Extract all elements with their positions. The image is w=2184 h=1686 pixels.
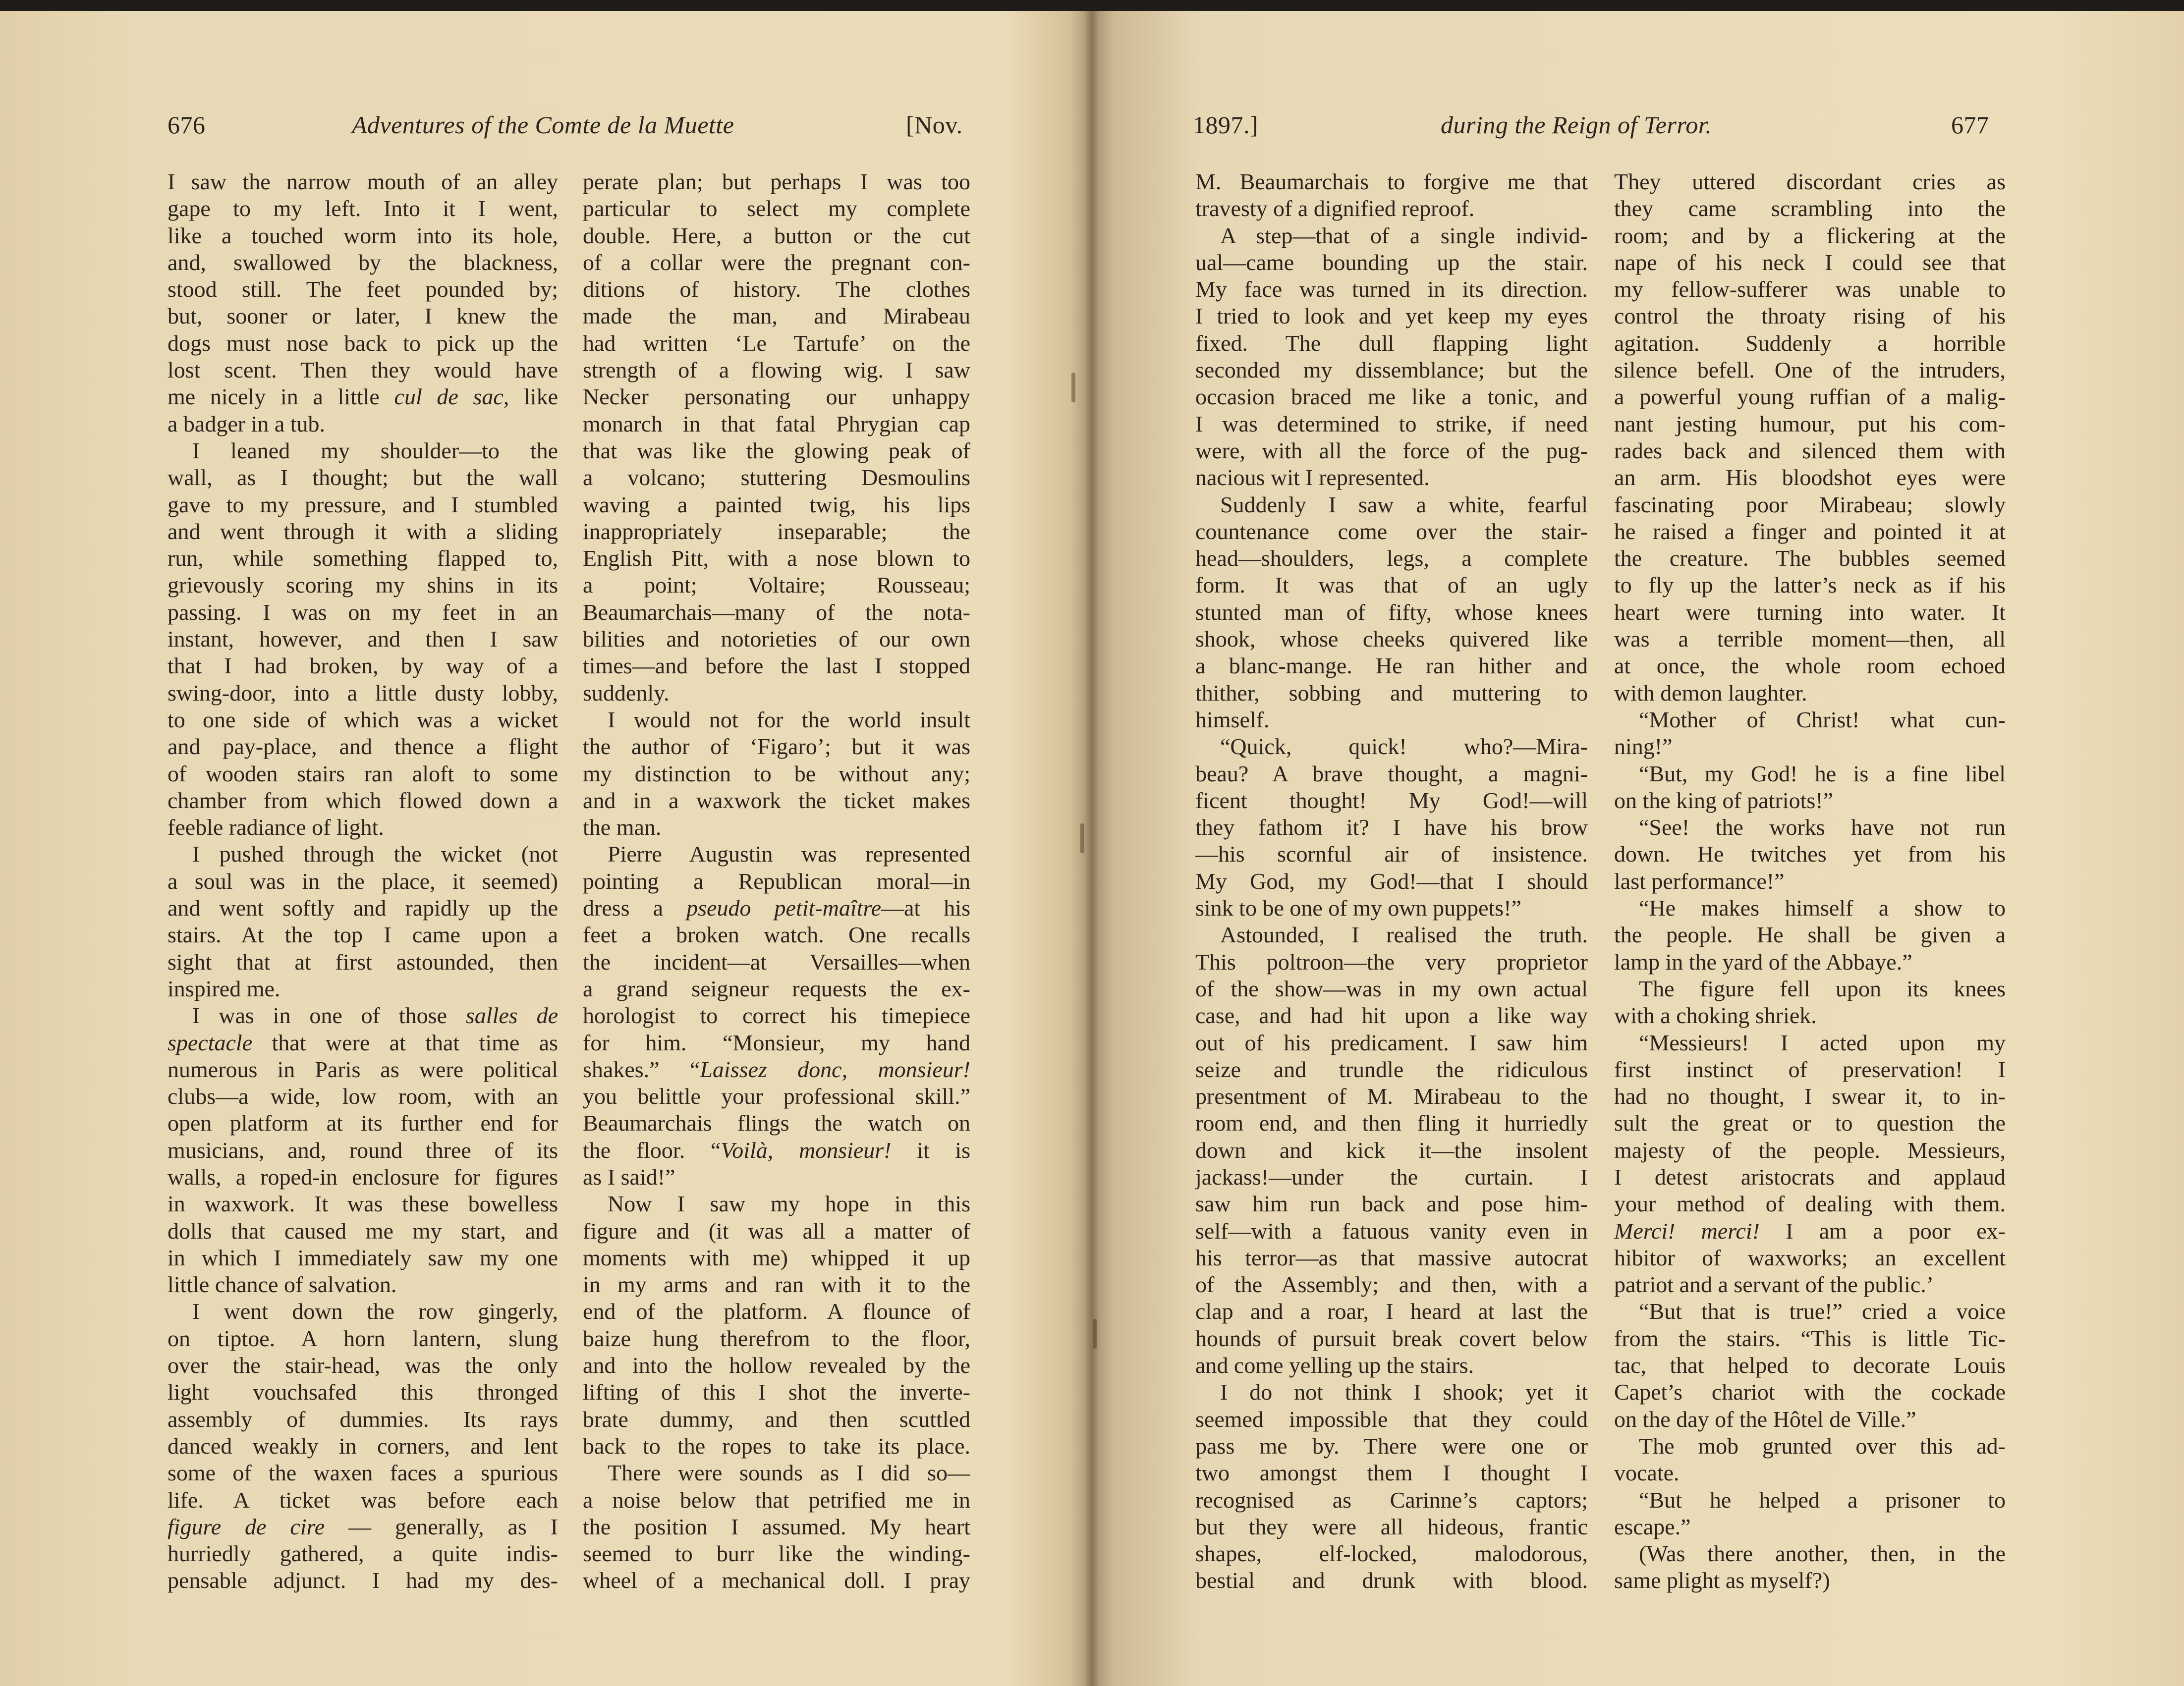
text-line: and in a waxwork the ticket makes xyxy=(583,787,970,813)
text-line: of wooden stairs ran aloft to some xyxy=(168,761,558,786)
text-line: recognised as Carinne’s captors; xyxy=(1195,1487,1588,1513)
text-line: your method of dealing with them. xyxy=(1614,1191,2006,1217)
text-line: with a choking shriek. xyxy=(1614,1003,1817,1029)
text-line: I do not think I shook; yet it xyxy=(1220,1379,1588,1405)
margin-mark xyxy=(1080,823,1084,853)
text-line: as I said!” xyxy=(583,1164,675,1190)
text-line: room; and by a flickering at the xyxy=(1614,222,2006,248)
text-line: “But, my God! he is a fine libel xyxy=(1639,761,2006,786)
text-line: I would not for the world insult xyxy=(608,707,970,732)
text-line: inspired me. xyxy=(168,976,280,1001)
text-line: some of the waxen faces a spurious xyxy=(168,1460,558,1486)
text-line: in my arms and ran with it to the xyxy=(583,1272,970,1298)
text-line: numerous in Paris as were political xyxy=(168,1056,558,1082)
text-line: self—with a fatuous vanity even in xyxy=(1195,1218,1588,1244)
text-line: dogs must nose back to pick up the xyxy=(168,330,558,356)
text-line: a point; Voltaire; Rousseau; xyxy=(583,572,970,598)
text-line: I saw the narrow mouth of an alley xyxy=(168,169,558,194)
text-line: The mob grunted over this ad- xyxy=(1639,1433,2006,1459)
text-line: double. Here, a button or the cut xyxy=(583,222,970,248)
text-line: form. It was that of an ugly xyxy=(1195,572,1588,598)
text-line: dolls that caused me my start, and xyxy=(168,1218,558,1244)
text-line: fixed. The dull flapping light xyxy=(1195,330,1588,356)
text-line: Necker personating our unhappy xyxy=(583,384,970,410)
text-line: ual—came bounding up the stair. xyxy=(1195,249,1588,275)
text-line: I went down the row gingerly, xyxy=(192,1299,558,1324)
text-line: Beaumarchais—many of the nota- xyxy=(583,599,970,625)
text-line: shapes, elf-locked, malodorous, xyxy=(1195,1541,1588,1567)
margin-mark xyxy=(1071,373,1075,402)
text-line: I pushed through the wicket (not xyxy=(192,841,558,867)
text-line: English Pitt, with a nose blown to xyxy=(583,545,970,571)
text-line: travesty of a dignified reproof. xyxy=(1195,196,1475,221)
text-line: inappropriately inseparable; the xyxy=(583,518,970,544)
text-line: and, swallowed by the blackness, xyxy=(168,249,558,275)
text-line: “Quick, quick! who?—Mira- xyxy=(1220,734,1588,760)
text-line: rades back and silenced them with xyxy=(1614,437,2006,463)
right-page xyxy=(1094,11,2184,1686)
text-line: but, sooner or later, I knew the xyxy=(168,303,558,329)
text-line: a noise below that petrified me in xyxy=(583,1487,970,1513)
text-column-left-1 xyxy=(168,168,558,1594)
text-line: escape.” xyxy=(1614,1514,1691,1539)
text-line: This poltroon—the very proprietor xyxy=(1195,949,1588,975)
text-line: The figure fell upon its knees xyxy=(1639,976,2006,1001)
text-line: “Messieurs! I acted upon my xyxy=(1639,1030,2006,1055)
text-line: of a collar were the pregnant con- xyxy=(583,249,970,275)
text-line: a blanc-mange. He ran hither and xyxy=(1195,653,1588,679)
text-line: danced weakly in corners, and lent xyxy=(168,1433,558,1459)
text-line: first instinct of preservation! I xyxy=(1614,1056,2006,1082)
text-line: majesty of the people. Messieurs, xyxy=(1614,1137,2006,1163)
text-line: they fathom it? I have his brow xyxy=(1195,815,1588,840)
text-line: out of his predicament. I saw him xyxy=(1195,1030,1588,1055)
text-line: a badger in a tub. xyxy=(168,411,326,436)
text-line: in which I immediately saw my one xyxy=(168,1245,558,1270)
text-line: had written ‘Le Tartufe’ on the xyxy=(583,330,970,356)
text-line: pensable adjunct. I had my des- xyxy=(168,1568,558,1593)
text-line: feeble radiance of light. xyxy=(168,815,384,840)
text-line: that was like the glowing peak of xyxy=(583,437,970,463)
text-line: shakes.” “Laissez donc, monsieur! xyxy=(583,1056,970,1082)
text-line: agitation. Suddenly a horrible xyxy=(1614,330,2006,356)
text-line: bestial and drunk with blood. xyxy=(1195,1568,1588,1593)
header-date: 1897.] xyxy=(1193,111,1259,139)
text-line: were, with all the force of the pug- xyxy=(1195,437,1588,463)
text-line: grievously scoring my shins in its xyxy=(168,572,558,598)
text-line: seemed to burr like the winding- xyxy=(583,1541,970,1567)
text-line: that I had broken, by way of a xyxy=(168,653,558,679)
text-line: tac, that helped to decorate Louis xyxy=(1614,1353,2006,1378)
text-line: me nicely in a little cul de sac, like xyxy=(168,384,558,410)
text-line: stairs. At the top I came upon a xyxy=(168,922,558,948)
text-line: chamber from which flowed down a xyxy=(168,787,558,813)
text-line: an arm. His bloodshot eyes were xyxy=(1614,465,2006,490)
text-line: wheel of a mechanical doll. I pray xyxy=(583,1568,970,1593)
text-line: spectacle that were at that time as xyxy=(168,1030,558,1055)
text-line: There were sounds as I did so— xyxy=(608,1460,970,1486)
text-line: “Mother of Christ! what cun- xyxy=(1639,707,2006,732)
text-line: I was determined to strike, if need xyxy=(1195,411,1588,436)
text-line: shook, whose cheeks quivered like xyxy=(1195,626,1588,652)
text-line: silence befell. One of the intruders, xyxy=(1614,357,2006,383)
page-number: 676 xyxy=(168,111,206,139)
text-line: the incident—at Versailles—when xyxy=(583,949,970,975)
text-line: particular to select my complete xyxy=(583,196,970,221)
text-line: you belittle your professional skill.” xyxy=(583,1084,970,1109)
text-line: himself. xyxy=(1195,707,1270,732)
text-line: seemed impossible that they could xyxy=(1195,1406,1588,1432)
text-line: my fellow-sufferer was unable to xyxy=(1614,276,2006,302)
text-line: baize hung therefrom to the floor, xyxy=(583,1325,970,1351)
text-line: seconded my dissemblance; but the xyxy=(1195,357,1588,383)
text-line: figure de cire — generally, as I xyxy=(168,1514,558,1539)
text-line: horologist to correct his timepiece xyxy=(583,1003,970,1029)
text-line: I detest aristocrats and applaud xyxy=(1614,1164,2006,1190)
text-line: Now I saw my hope in this xyxy=(608,1191,970,1217)
text-line: stood still. The feet pounded by; xyxy=(168,276,558,302)
text-line: hounds of pursuit break covert below xyxy=(1195,1325,1588,1351)
text-line: fascinating poor Mirabeau; slowly xyxy=(1614,491,2006,517)
text-line: nape of his neck I could see that xyxy=(1614,249,2006,275)
text-line: with demon laughter. xyxy=(1614,680,1807,706)
text-line: ficent thought! My God!—will xyxy=(1195,787,1588,813)
text-line: moments with me) whipped it up xyxy=(583,1245,970,1270)
text-line: swing-door, into a little dusty lobby, xyxy=(168,680,558,706)
text-line: vocate. xyxy=(1614,1460,1680,1486)
text-line: countenance come over the stair- xyxy=(1195,518,1588,544)
text-line: instant, however, and then I saw xyxy=(168,626,558,652)
text-line: feet a broken watch. One recalls xyxy=(583,922,970,948)
text-line: but they were all hideous, frantic xyxy=(1195,1514,1588,1539)
text-line: saw him run back and pose him- xyxy=(1195,1191,1588,1217)
text-line: gape to my left. Into it I went, xyxy=(168,196,558,221)
text-line: my distinction to be without any; xyxy=(583,761,970,786)
text-line: in waxwork. It was these bowelless xyxy=(168,1191,558,1217)
text-line: same plight as myself?) xyxy=(1614,1568,1830,1593)
text-line: over the stair-head, was the only xyxy=(168,1353,558,1378)
text-line: dress a pseudo petit-maître—at his xyxy=(583,895,970,921)
text-line: the people. He shall be given a xyxy=(1614,922,2006,948)
text-line: jackass!—under the curtain. I xyxy=(1195,1164,1588,1190)
text-line: suddenly. xyxy=(583,680,670,706)
text-line: presentment of M. Mirabeau to the xyxy=(1195,1084,1588,1109)
text-line: seize and trundle the ridiculous xyxy=(1195,1056,1588,1082)
text-line: gave to my pressure, and I stumbled xyxy=(168,491,558,517)
text-line: of the Assembly; and then, with a xyxy=(1195,1272,1588,1298)
running-title: during the Reign of Terror. xyxy=(1441,111,1712,139)
text-line: run, while something flapped to, xyxy=(168,545,558,571)
text-line: on the king of patriots!” xyxy=(1614,787,1834,813)
text-line: for him. “Monsieur, my hand xyxy=(583,1030,970,1055)
text-line: and into the hollow revealed by the xyxy=(583,1353,970,1378)
text-line: “But he helped a prisoner to xyxy=(1639,1487,2006,1513)
left-page-header xyxy=(0,108,1090,142)
text-line: last performance!” xyxy=(1614,868,1785,894)
text-line: ditions of history. The clothes xyxy=(583,276,970,302)
text-line: and come yelling up the stairs. xyxy=(1195,1353,1474,1378)
text-column-right-2 xyxy=(1614,168,2006,1594)
text-line: hurriedly gathered, a quite indis- xyxy=(168,1541,558,1567)
text-line: down and kick it—the insolent xyxy=(1195,1137,1588,1163)
text-line: down. He twitches yet from his xyxy=(1614,841,2006,867)
left-page xyxy=(0,11,1090,1686)
text-line: from the stairs. “This is little Tic- xyxy=(1614,1325,2006,1351)
text-line: monarch in that fatal Phrygian cap xyxy=(583,411,970,436)
text-line: “He makes himself a show to xyxy=(1639,895,2006,921)
text-line: to one side of which was a wicket xyxy=(168,707,558,732)
text-line: a powerful young ruffian of a malig- xyxy=(1614,384,2006,410)
text-line: nant jesting humour, put his com- xyxy=(1614,411,2006,436)
text-line: I tried to look and yet keep my eyes xyxy=(1195,303,1588,329)
text-line: Merci! merci! I am a poor ex- xyxy=(1614,1218,2006,1244)
text-line: like a touched worm into its hole, xyxy=(168,222,558,248)
text-line: and pay-place, and thence a flight xyxy=(168,734,558,760)
text-line: lifting of this I shot the inverte- xyxy=(583,1379,970,1405)
text-line: Suddenly I saw a white, fearful xyxy=(1220,491,1588,517)
page-number: 677 xyxy=(1951,111,1989,139)
text-line: Pierre Augustin was represented xyxy=(608,841,970,867)
text-line: stunted man of fifty, whose knees xyxy=(1195,599,1588,625)
text-line: Beaumarchais flings the watch on xyxy=(583,1110,970,1136)
text-line: Capet’s chariot with the cockade xyxy=(1614,1379,2006,1405)
text-line: was a terrible moment—then, all xyxy=(1614,626,2006,652)
text-line: the man. xyxy=(583,815,662,840)
text-column-left-2 xyxy=(583,168,970,1594)
right-page-header xyxy=(1094,108,2184,142)
text-line: open platform at its further end for xyxy=(168,1110,558,1136)
text-line: they came scrambling into the xyxy=(1614,196,2006,221)
text-line: sult the great or to question the xyxy=(1614,1110,2006,1136)
text-line: pass me by. There were one or xyxy=(1195,1433,1588,1459)
text-line: musicians, and, round three of its xyxy=(168,1137,558,1163)
text-line: walls, a roped-in enclosure for figures xyxy=(168,1164,558,1190)
text-line: bilities and notorieties of our own xyxy=(583,626,970,652)
text-line: his terror—as that massive autocrat xyxy=(1195,1245,1588,1270)
text-line: times—and before the last I stopped xyxy=(583,653,970,679)
text-line: the creature. The bubbles seemed xyxy=(1614,545,2006,571)
text-line: I was in one of those salles de xyxy=(192,1003,558,1029)
text-line: clubs—a wide, low room, with an xyxy=(168,1084,558,1109)
text-line: end of the platform. A flounce of xyxy=(583,1299,970,1324)
text-line: passing. I was on my feet in an xyxy=(168,599,558,625)
text-line: life. A ticket was before each xyxy=(168,1487,558,1513)
text-line: the author of ‘Figaro’; but it was xyxy=(583,734,970,760)
text-line: pointing a Republican moral—in xyxy=(583,868,970,894)
text-line: figure and (it was all a matter of xyxy=(583,1218,970,1244)
text-line: a soul was in the place, it seemed) xyxy=(168,868,558,894)
text-line: room end, and then fling it hurriedly xyxy=(1195,1110,1588,1136)
text-line: at once, the whole room echoed xyxy=(1614,653,2006,679)
running-title: Adventures of the Comte de la Muette xyxy=(352,111,734,139)
text-line: strength of a flowing wig. I saw xyxy=(583,357,970,383)
text-line: and went through it with a sliding xyxy=(168,518,558,544)
text-line: perate plan; but perhaps I was too xyxy=(583,169,970,194)
text-line: occasion braced me like a tonic, and xyxy=(1195,384,1588,410)
text-line: A step—that of a single individ- xyxy=(1220,222,1588,248)
text-line: I leaned my shoulder—to the xyxy=(192,437,558,463)
margin-mark xyxy=(1093,1319,1097,1349)
text-line: had no thought, I swear it, to in- xyxy=(1614,1084,2006,1109)
text-line: thither, sobbing and muttering to xyxy=(1195,680,1588,706)
text-line: of the show—was in my own actual xyxy=(1195,976,1588,1001)
text-line: on the day of the Hôtel de Ville.” xyxy=(1614,1406,1916,1432)
text-line: patriot and a servant of the public.’ xyxy=(1614,1272,1934,1298)
text-line: clap and a roar, I heard at last the xyxy=(1195,1299,1588,1324)
text-line: Astounded, I realised the truth. xyxy=(1220,922,1588,948)
text-line: “But that is true!” cried a voice xyxy=(1639,1299,2006,1324)
text-line: the position I assumed. My heart xyxy=(583,1514,970,1539)
text-line: wall, as I thought; but the wall xyxy=(168,465,558,490)
text-line: head—shoulders, legs, a complete xyxy=(1195,545,1588,571)
text-column-right-1 xyxy=(1195,168,1588,1594)
text-line: a grand seigneur requests the ex- xyxy=(583,976,970,1001)
text-line: light vouchsafed this thronged xyxy=(168,1379,558,1405)
text-line: back to the ropes to take its place. xyxy=(583,1433,970,1459)
text-line: little chance of salvation. xyxy=(168,1272,397,1298)
text-line: —his scornful air of insistence. xyxy=(1195,841,1588,867)
text-line: assembly of dummies. Its rays xyxy=(168,1406,558,1432)
book-spread xyxy=(0,11,2184,1686)
text-line: on tiptoe. A horn lantern, slung xyxy=(168,1325,558,1351)
text-line: hibitor of waxworks; an excellent xyxy=(1614,1245,2006,1270)
book-top-edge xyxy=(0,0,2184,11)
text-line: M. Beaumarchais to forgive me that xyxy=(1195,169,1588,194)
text-line: heart were turning into water. It xyxy=(1614,599,2006,625)
text-line: They uttered discordant cries as xyxy=(1614,169,2006,194)
text-line: beau? A brave thought, a magni- xyxy=(1195,761,1588,786)
text-line: brate dummy, and then scuttled xyxy=(583,1406,970,1432)
text-line: My God, my God!—that I should xyxy=(1195,868,1588,894)
text-line: lamp in the yard of the Abbaye.” xyxy=(1614,949,1912,975)
text-line: to fly up the latter’s neck as if his xyxy=(1614,572,2006,598)
text-line: case, and had hit upon a like way xyxy=(1195,1003,1588,1029)
text-line: waving a painted twig, his lips xyxy=(583,491,970,517)
text-line: made the man, and Mirabeau xyxy=(583,303,970,329)
header-date: [Nov. xyxy=(906,111,963,139)
text-line: (Was there another, then, in the xyxy=(1639,1541,2006,1567)
text-line: lost scent. Then they would have xyxy=(168,357,558,383)
text-line: he raised a finger and pointed it at xyxy=(1614,518,2006,544)
text-line: a volcano; stuttering Desmoulins xyxy=(583,465,970,490)
text-line: “See! the works have not run xyxy=(1639,815,2006,840)
text-line: two amongst them I thought I xyxy=(1195,1460,1588,1486)
text-line: My face was turned in its direction. xyxy=(1195,276,1588,302)
text-line: sink to be one of my own puppets!” xyxy=(1195,895,1521,921)
text-line: ning!” xyxy=(1614,734,1673,760)
text-line: control the throaty rising of his xyxy=(1614,303,2006,329)
text-line: and went softly and rapidly up the xyxy=(168,895,558,921)
text-line: nacious wit I represented. xyxy=(1195,465,1430,490)
text-line: the floor. “Voilà, monsieur! it is xyxy=(583,1137,970,1163)
text-line: sight that at first astounded, then xyxy=(168,949,558,975)
